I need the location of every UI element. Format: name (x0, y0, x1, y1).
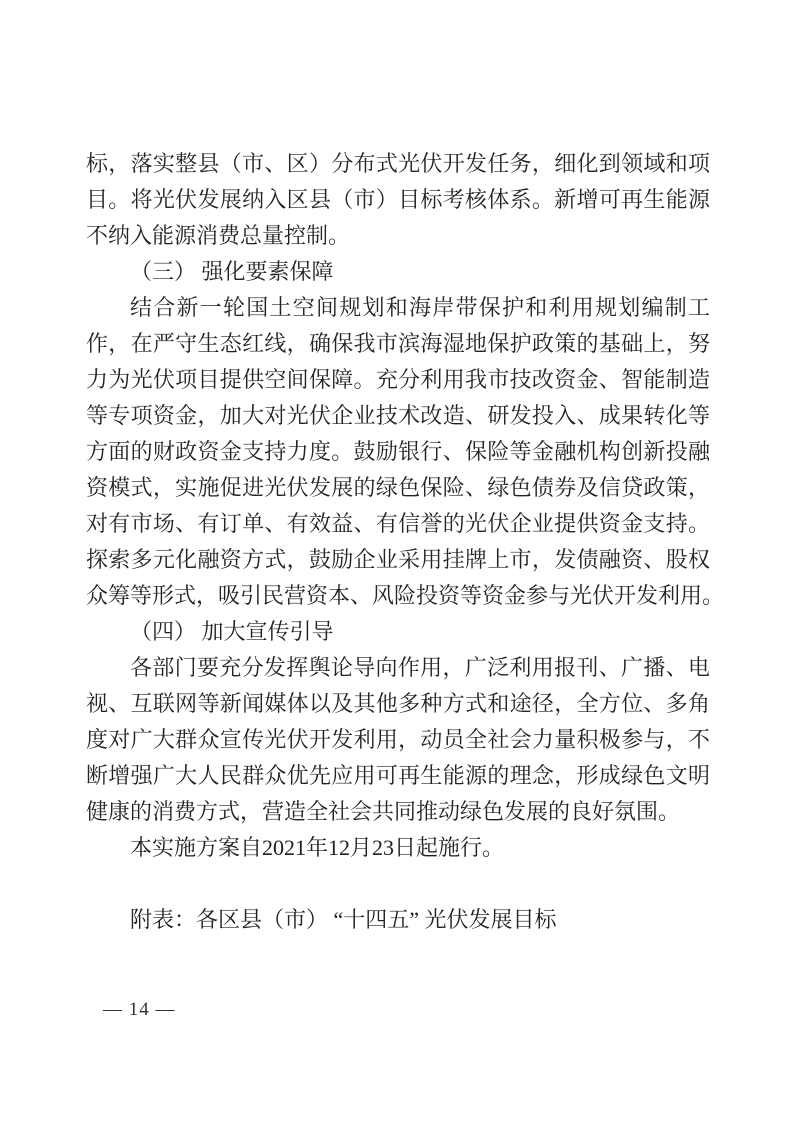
text-line: 标，落实整县（市、区）分布式光伏开发任务，细化到领域和项 (86, 151, 710, 176)
text-line: 结合新一轮国土空间规划和海岸带保护和利用规划编制工 (130, 295, 710, 320)
text-line: 方面的财政资金支持力度。鼓励银行、保险等金融机构创新投融 (86, 439, 710, 464)
text-line: 断增强广大人民群众优先应用可再生能源的理念，形成绿色文明 (86, 763, 710, 788)
document-body (86, 146, 725, 938)
text-line: 探索多元化融资方式，鼓励企业采用挂牌上市，发债融资、股权 (86, 547, 710, 572)
text-line: 不纳入能源消费总量控制。 (86, 223, 351, 248)
text-line: 目。将光伏发展纳入区县（市）目标考核体系。新增可再生能源 (86, 187, 710, 212)
text-line: 对有市场、有订单、有效益、有信誉的光伏企业提供资金支持。 (86, 511, 710, 536)
page-number: — 14 — (103, 999, 176, 1020)
effective-date-line: 本实施方案自2021年12月23日起施行。 (130, 835, 505, 860)
text-line: 众筹等形式，吸引民营资本、风险投资等资金参与光伏开发利用。 (86, 583, 725, 608)
text-line: 各部门要充分发挥舆论导向作用，广泛利用报刊、广播、电 (130, 655, 710, 680)
text-line: 作，在严守生态红线，确保我市滨海湿地保护政策的基础上，努 (86, 331, 710, 356)
text-line: 力为光伏项目提供空间保障。充分利用我市技改资金、智能制造 (86, 367, 710, 392)
section-heading-four: （四） 加大宣传引导 (130, 619, 334, 644)
text-line: 健康的消费方式，营造全社会共同推动绿色发展的良好氛围。 (86, 799, 681, 824)
section-heading-three: （三） 强化要素保障 (130, 259, 334, 284)
text-line: 资模式，实施促进光伏发展的绿色保险、绿色债券及信贷政策， (86, 475, 710, 500)
text-line: 度对广大群众宣传光伏开发利用，动员全社会力量积极参与，不 (86, 727, 710, 752)
attachment-note: 附表：各区县（市） “十四五” 光伏发展目标 (130, 907, 557, 932)
text-line: 等专项资金，加大对光伏企业技术改造、研发投入、成果转化等 (86, 403, 710, 428)
text-line: 视、互联网等新闻媒体以及其他多种方式和途径，全方位、多角 (86, 691, 710, 716)
